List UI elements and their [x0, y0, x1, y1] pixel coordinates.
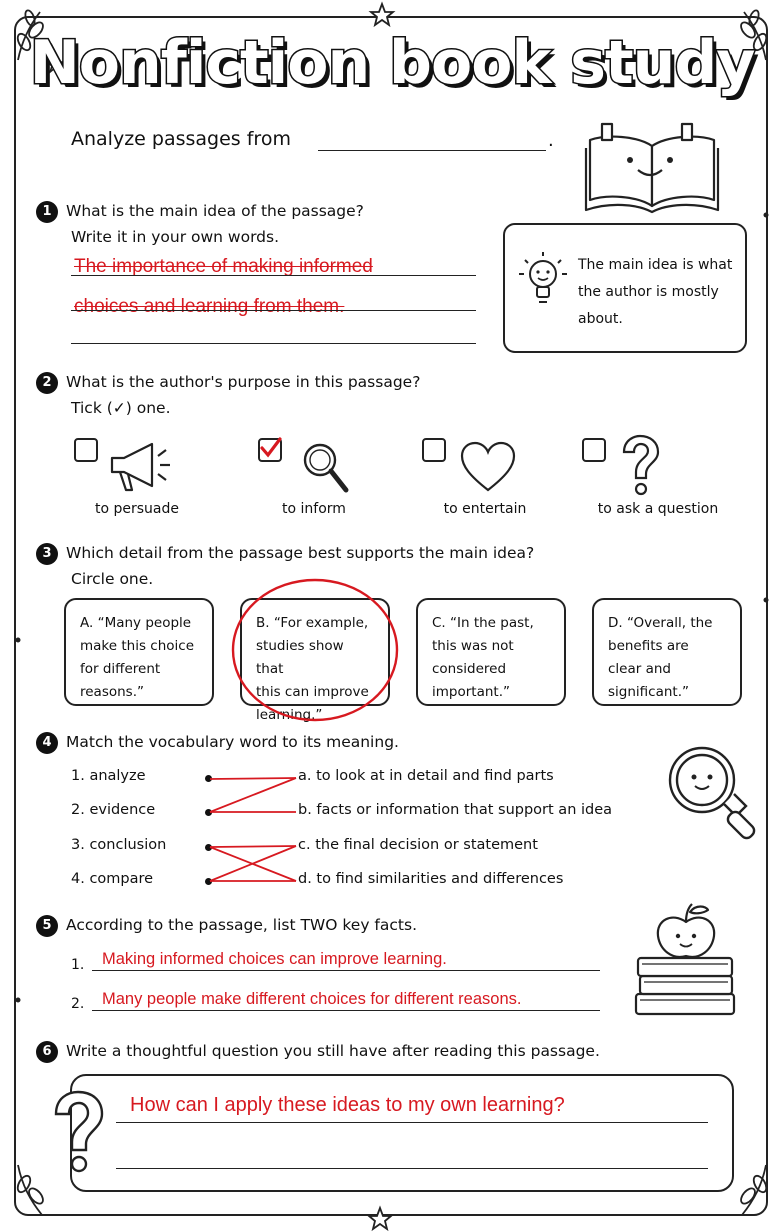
answer-line-1[interactable] [71, 275, 476, 276]
card-line: studies show that [256, 638, 344, 677]
question-number: 4 [36, 732, 58, 754]
tip-line: The main idea is what [578, 257, 733, 273]
answer-line[interactable] [116, 1122, 708, 1123]
question-4 [36, 729, 399, 755]
question-text: Write a thoughtful question you still have after reading this passage. [66, 1042, 600, 1060]
card-line: benefits are [608, 638, 689, 654]
option-card-a[interactable] [64, 598, 214, 706]
question-number: 6 [36, 1041, 58, 1063]
answer-line-1-text: The importance of making informed [74, 256, 373, 277]
checkbox-inform[interactable] [258, 438, 282, 462]
question-5 [36, 912, 417, 938]
vocab-meaning: c. the final decision or statement [298, 837, 538, 853]
card-line: important.” [432, 684, 510, 700]
question-mark-icon [616, 434, 664, 498]
question-number: 2 [36, 372, 58, 394]
tip-text [578, 252, 732, 333]
subtitle [71, 126, 291, 152]
checkbox-persuade[interactable] [74, 438, 98, 462]
answer-line-2[interactable] [71, 310, 476, 311]
card-line: learning.” [256, 707, 323, 723]
apple-on-books-icon [632, 900, 738, 1020]
fact-number: 2. [71, 996, 85, 1012]
fact-answer: Making informed choices can improve learning. [102, 950, 447, 968]
card-line: for different [80, 661, 161, 677]
card-line: reasons.” [80, 684, 144, 700]
fact-line[interactable] [92, 1010, 600, 1011]
checkbox-entertain[interactable] [422, 438, 446, 462]
open-book-icon [582, 118, 722, 218]
question-text: According to the passage, list TWO key facts. [66, 916, 417, 934]
question-number: 3 [36, 543, 58, 565]
answer-line[interactable] [116, 1168, 708, 1169]
option-card-c[interactable] [416, 598, 566, 706]
subtitle-label: Analyze passages from [71, 128, 291, 150]
answer-line-3[interactable] [71, 343, 476, 344]
option-label-entertain: to entertain [443, 501, 527, 517]
question-text: What is the main idea of the passage? [66, 202, 364, 220]
megaphone-icon [108, 436, 172, 496]
vocab-meaning: a. to look at in detail and find parts [298, 768, 554, 784]
vocab-word: 2. evidence [71, 802, 156, 818]
question-1 [36, 198, 364, 224]
question-3 [36, 540, 534, 566]
match-lines [200, 770, 310, 890]
question-number: 5 [36, 915, 58, 937]
option-label-persuade: to persuade [94, 501, 179, 517]
page-title: Nonfiction book study [29, 28, 755, 98]
fact-number: 1. [71, 957, 85, 973]
option-label-inform: to inform [282, 501, 346, 517]
question-number: 1 [36, 201, 58, 223]
question-3-instruction: Circle one. [71, 570, 154, 588]
card-line: A. “Many people [80, 615, 192, 631]
card-line: B. “For example, [256, 615, 369, 631]
question-answer-box[interactable] [70, 1074, 734, 1192]
leaf-branch-icon [738, 1165, 768, 1215]
heart-icon [458, 440, 518, 494]
vocab-word: 4. compare [71, 871, 154, 887]
vocab-word: 1. analyze [71, 768, 146, 784]
question-1-instruction: Write it in your own words. [71, 228, 280, 246]
question-text: Which detail from the passage best supports the main idea? [66, 544, 535, 562]
smiling-magnifier-icon [664, 742, 760, 848]
card-line: considered [432, 661, 507, 677]
tip-line: about. [578, 311, 623, 327]
checkmark-icon [258, 436, 282, 460]
leaf-branch-icon [15, 1165, 45, 1215]
question-6 [36, 1038, 600, 1064]
card-line: this was not [432, 638, 514, 654]
card-line: D. “Overall, the [608, 615, 713, 631]
vocab-meaning: b. facts or information that support an idea [298, 802, 613, 818]
tip-line: the author is mostly [578, 284, 719, 300]
card-line: C. “In the past, [432, 615, 534, 631]
question-text: Match the vocabulary word to its meaning. [66, 733, 399, 751]
question-mark-icon [48, 1088, 108, 1176]
option-label-ask-question: to ask a question [597, 501, 719, 517]
question-2-instruction: Tick (✓) one. [71, 399, 171, 417]
book-title-blank[interactable] [318, 150, 546, 151]
card-line: clear and [608, 661, 671, 677]
question-text: What is the author's purpose in this passage? [66, 373, 421, 391]
lightbulb-icon [515, 250, 567, 312]
checkbox-ask-question[interactable] [582, 438, 606, 462]
fact-line[interactable] [92, 970, 600, 971]
magnifier-icon [298, 438, 354, 498]
question-answer-text: How can I apply these ideas to my own learning? [130, 1094, 565, 1116]
vocab-meaning: d. to find similarities and differences [298, 871, 564, 887]
subtitle-period: . [548, 130, 554, 151]
option-card-d[interactable] [592, 598, 742, 706]
answer-line-2-text: choices and learning from them. [74, 296, 345, 317]
vocab-word: 3. conclusion [71, 837, 167, 853]
answer-circle [226, 574, 404, 724]
card-line: significant.” [608, 684, 689, 700]
star-icon [371, 4, 393, 25]
question-2 [36, 369, 420, 395]
fact-answer: Many people make different choices for different reasons. [102, 990, 522, 1008]
card-line: this can improve [256, 684, 369, 700]
star-icon [369, 1208, 391, 1229]
card-line: make this choice [80, 638, 194, 654]
